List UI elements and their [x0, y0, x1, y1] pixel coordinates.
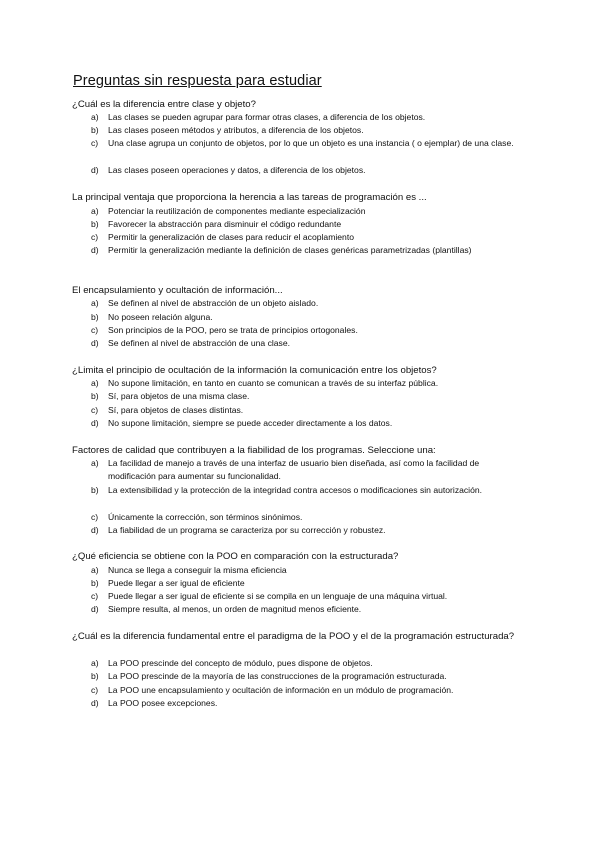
option-text: La facilidad de manejo a través de una interfaz de usuario bien diseñada, así como la facilidad de modificación para aumentar su funcionalidad. — [108, 458, 480, 482]
option-text: Permitir la generalización de clases para reducir el acoplamiento — [108, 232, 355, 242]
option-text: La POO posee excepciones. — [108, 698, 218, 708]
option-text: Siempre resulta, al menos, un orden de magnitud menos eficiente. — [108, 604, 362, 614]
option-label: b) — [91, 219, 99, 229]
option-text: Sí, para objetos de clases distintas. — [108, 405, 244, 415]
option-label: c) — [91, 512, 99, 522]
option-text: Puede llegar a ser igual de eficiente — [108, 578, 245, 588]
option-text: Una clase agrupa un conjunto de objetos, por lo que un objeto es una instancia ( o ejemplar) de una clase. — [108, 138, 514, 148]
option-label: d) — [91, 418, 99, 428]
option-label: c) — [91, 232, 99, 242]
option-label: d) — [91, 338, 99, 348]
option-label: a) — [91, 458, 99, 468]
option-text: La POO prescinde de la mayoría de las construcciones de la programación estructurada. — [108, 671, 447, 681]
option-label: c) — [91, 685, 99, 695]
option-label: c) — [91, 591, 99, 601]
option-text: Las clases se pueden agrupar para formar otras clases, a diferencia de los objetos. — [108, 112, 426, 122]
option-text: La POO une encapsulamiento y ocultación de información en un módulo de programación. — [108, 685, 454, 695]
option-label: c) — [91, 325, 99, 335]
question-3-text: El encapsulamiento y ocultación de información... — [72, 285, 283, 296]
option-text: La extensibilidad y la protección de la integridad contra accesos o modificaciones sin autorización. — [108, 485, 483, 495]
option-label: a) — [91, 298, 99, 308]
option-label: b) — [91, 485, 99, 495]
option-text: Puede llegar a ser igual de eficiente si se compila en un lenguaje de una máquina virtual. — [108, 591, 448, 601]
option-label: a) — [91, 658, 99, 668]
option-text: Son principios de la POO, pero se trata de principios ortogonales. — [108, 325, 358, 335]
question-1-text: ¿Cuál es la diferencia entre clase y objeto? — [72, 99, 256, 110]
question-5-text: Factores de calidad que contribuyen a la fiabilidad de los programas. Seleccione una: — [72, 445, 436, 456]
option-text: Potenciar la reutilización de componentes mediante especialización — [108, 206, 366, 216]
option-label: b) — [91, 391, 99, 401]
option-text: No supone limitación, en tanto en cuanto se comunican a través de su interfaz pública. — [108, 378, 439, 388]
option-text: La fiabilidad de un programa se caracteriza por su corrección y robustez. — [108, 525, 386, 535]
question-6-text: ¿Qué eficiencia se obtiene con la POO en comparación con la estructurada? — [72, 551, 399, 562]
option-label: c) — [91, 405, 99, 415]
option-label: a) — [91, 112, 99, 122]
option-text: Favorecer la abstracción para disminuir el código redundante — [108, 219, 342, 229]
option-label: a) — [91, 206, 99, 216]
option-text: Nunca se llega a conseguir la misma eficiencia — [108, 565, 287, 575]
option-label: b) — [91, 578, 99, 588]
question-2-text: La principal ventaja que proporciona la herencia a las tareas de programación es ... — [72, 192, 427, 203]
question-7-text: ¿Cuál es la diferencia fundamental entre el paradigma de la POO y el de la programación estructurada? — [72, 631, 515, 642]
option-text: No poseen relación alguna. — [108, 312, 213, 322]
option-text: La POO prescinde del concepto de módulo, pues dispone de objetos. — [108, 658, 373, 668]
option-label: d) — [91, 604, 99, 614]
option-label: b) — [91, 125, 99, 135]
option-label: b) — [91, 312, 99, 322]
option-text: Se definen al nivel de abstracción de una clase. — [108, 338, 291, 348]
option-label: a) — [91, 565, 99, 575]
option-label: d) — [91, 245, 99, 255]
option-label: d) — [91, 525, 99, 535]
option-text: Únicamente la corrección, son términos sinónimos. — [108, 512, 303, 522]
option-label: b) — [91, 671, 99, 681]
question-4-text: ¿Limita el principio de ocultación de la información la comunicación entre los objetos? — [72, 365, 437, 376]
option-text: Las clases poseen métodos y atributos, a diferencia de los objetos. — [108, 125, 364, 135]
option-text: Permitir la generalización mediante la definición de clases genéricas parametrizadas (plantillas) — [108, 245, 472, 255]
option-text: No supone limitación, siempre se puede acceder directamente a los datos. — [108, 418, 393, 428]
option-text: Sí, para objetos de una misma clase. — [108, 391, 250, 401]
option-text: Las clases poseen operaciones y datos, a diferencia de los objetos. — [108, 165, 366, 175]
option-label: d) — [91, 698, 99, 708]
option-label: d) — [91, 165, 99, 175]
page-title: Preguntas sin respuesta para estudiar — [73, 73, 322, 89]
option-text: Se definen al nivel de abstracción de un objeto aislado. — [108, 298, 319, 308]
option-label: c) — [91, 138, 99, 148]
option-label: a) — [91, 378, 99, 388]
